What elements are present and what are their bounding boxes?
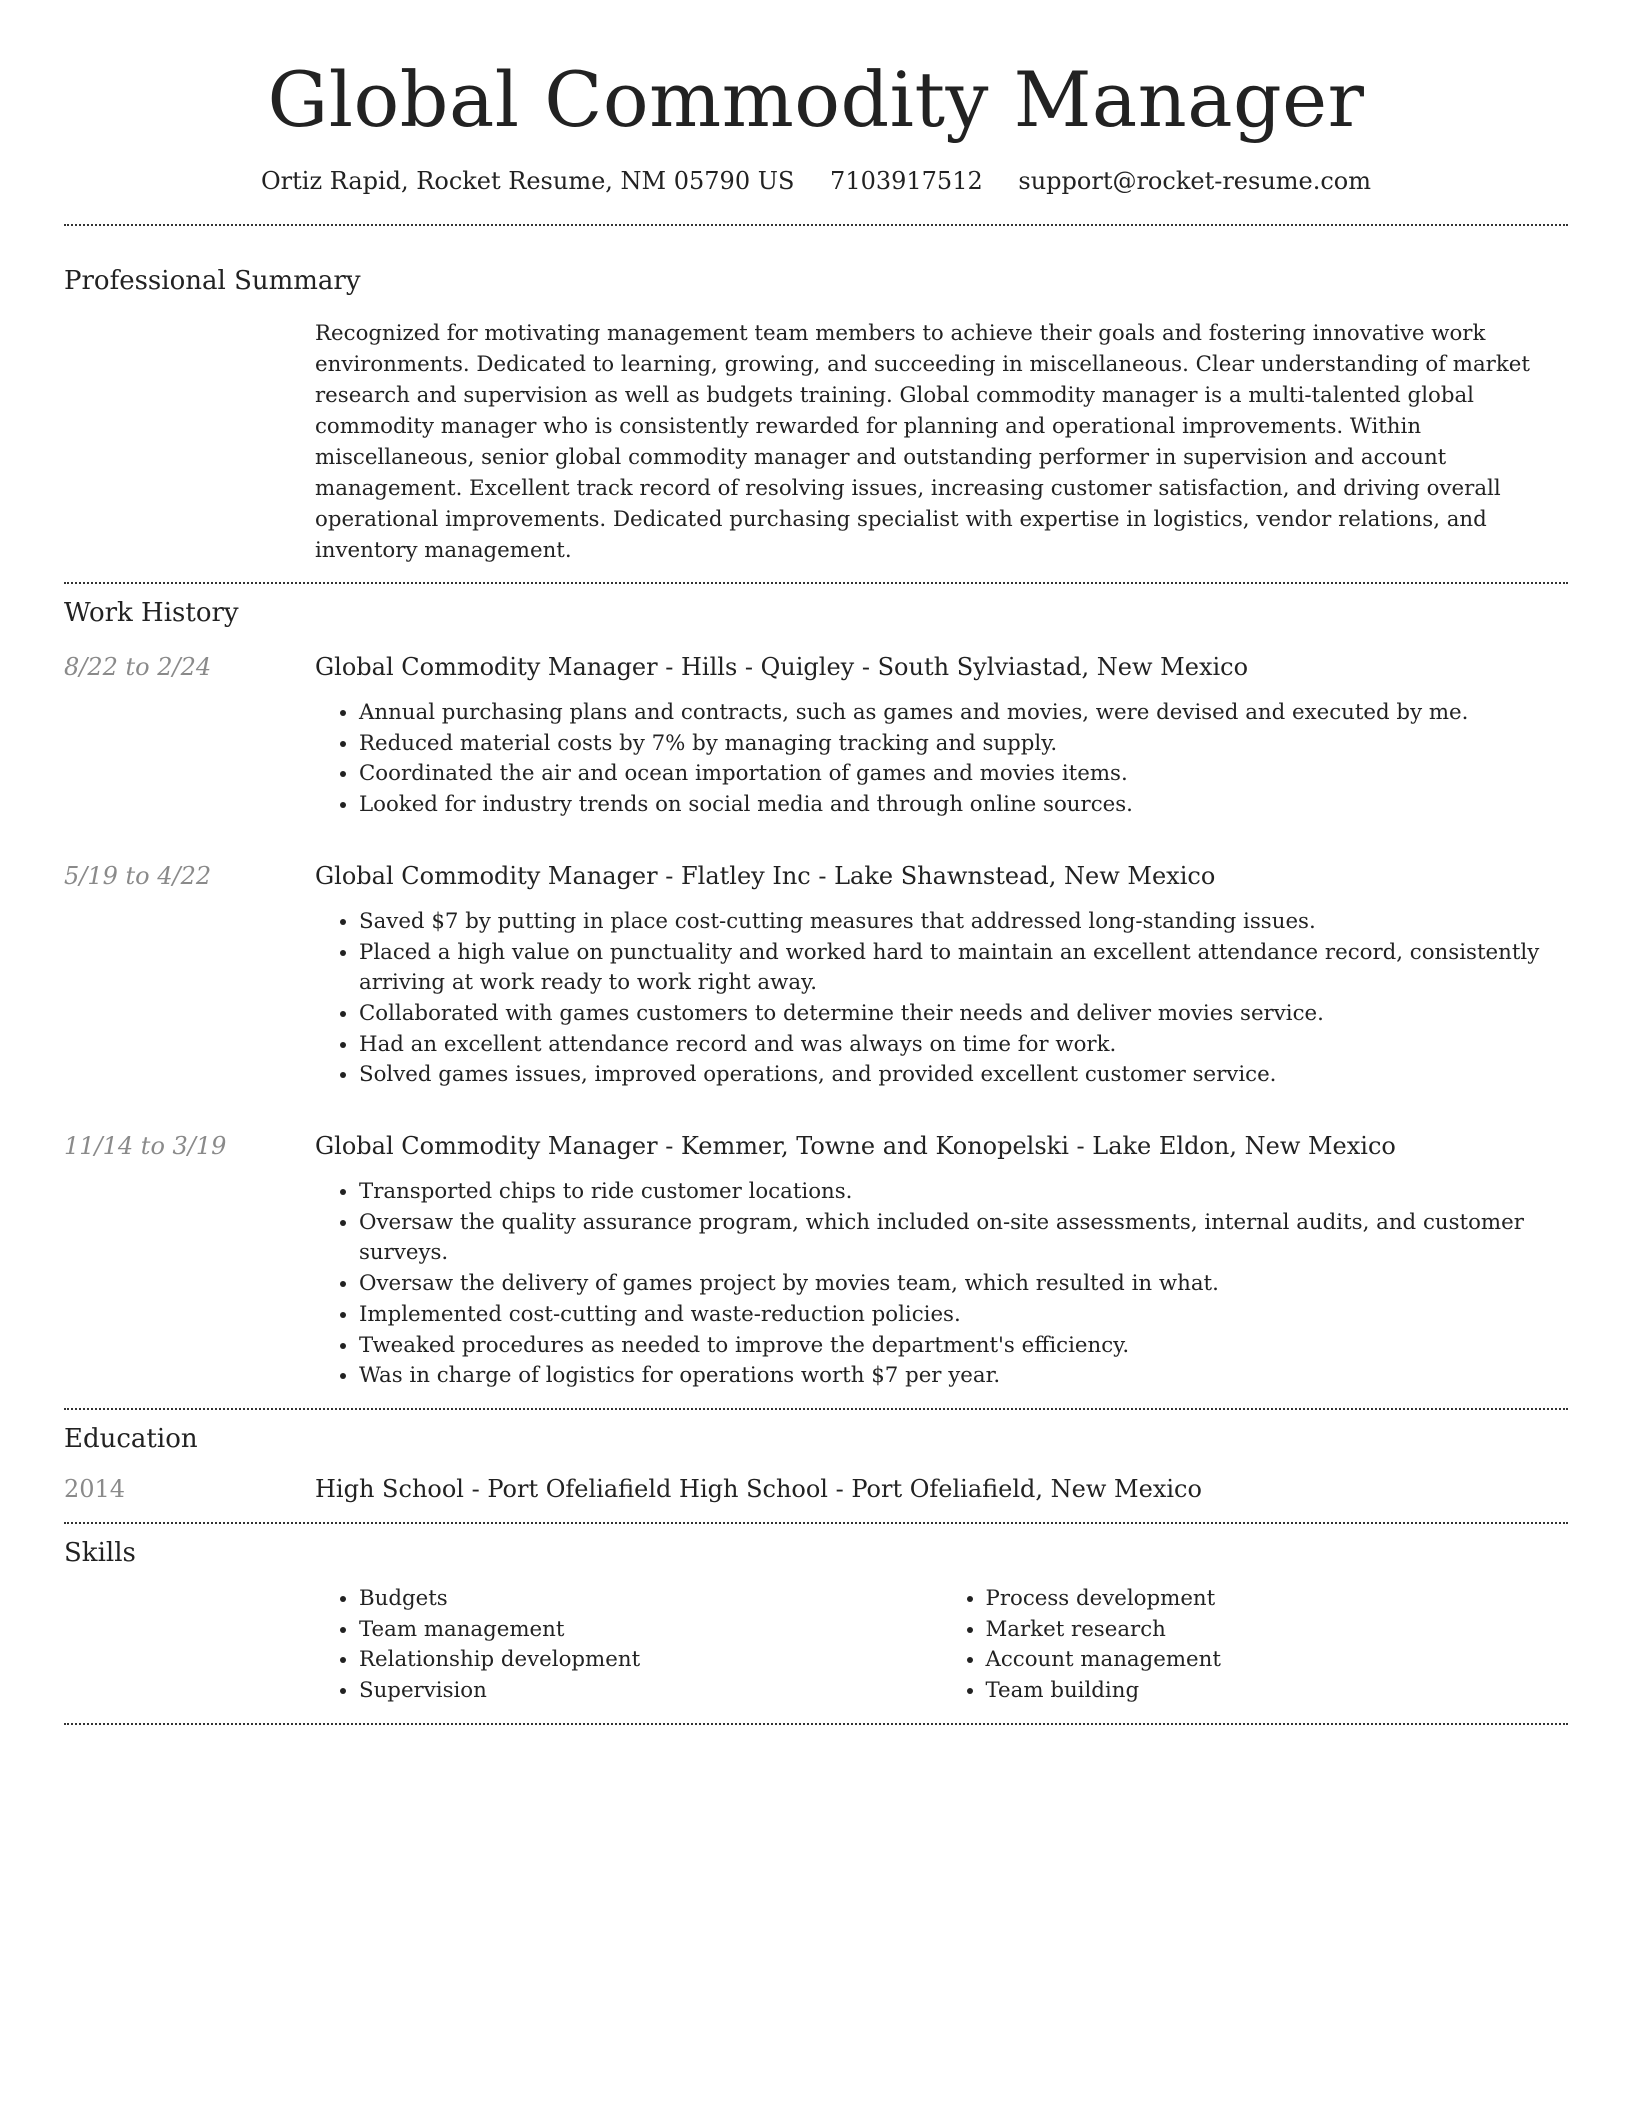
skill-item: • Budgets: [359, 1584, 942, 1615]
candidate-name: Global Commodity Manager: [267, 55, 1365, 144]
skill-item: • Team building: [986, 1676, 1569, 1707]
job-company: Hills - Quigley: [680, 653, 855, 681]
title-separator: -: [657, 1132, 681, 1161]
list-item: • Implemented cost-cutting and waste-reduction policies.: [359, 1300, 1568, 1331]
education-school: Port Ofeliafield High School: [487, 1474, 828, 1503]
skills-section: [64, 1524, 1568, 1723]
summary-heading: Professional Summary: [64, 266, 361, 296]
job-entry: [64, 859, 1568, 1091]
title-separator: -: [1068, 1132, 1093, 1161]
contact-address: Ortiz Rapid, Rocket Resume, NM 05790 US: [260, 167, 795, 195]
skills-columns: [315, 1584, 1568, 1707]
skill-item: • Team management: [359, 1615, 942, 1646]
title-separator: -: [463, 1474, 488, 1503]
list-item: • Transported chips to ride customer locations.: [359, 1177, 1568, 1208]
list-item: • Coordinated the air and ocean importation of games and movies items.: [359, 759, 1568, 790]
job-bullets: [315, 907, 1568, 1091]
contact-phone: 7103917512: [830, 167, 983, 195]
job-company: Kemmer, Towne and Konopelski: [680, 1132, 1069, 1161]
skill-item: • Relationship development: [359, 1645, 942, 1676]
job-location: Lake Shawnstead, New Mexico: [834, 861, 1216, 890]
list-item: • Solved games issues, improved operations, and provided excellent customer service.: [359, 1060, 1568, 1091]
work-history-section: [64, 584, 1568, 1408]
skills-list-right: [942, 1584, 1569, 1707]
education-year: 2014: [64, 1474, 126, 1503]
list-item: • Was in charge of logistics for operations worth $7 per year.: [359, 1361, 1568, 1392]
title-separator: -: [810, 861, 835, 890]
list-item: • Annual purchasing plans and contracts, such as games and movies, were devised and executed by me.: [359, 698, 1568, 729]
title-separator: -: [657, 653, 681, 681]
job-title-line: [315, 1129, 1568, 1163]
list-item: • Collaborated with games customers to determine their needs and deliver movies service.: [359, 999, 1568, 1030]
list-item: • Oversaw the delivery of games project by movies team, which resulted in what.: [359, 1269, 1568, 1300]
skill-item: • Market research: [986, 1615, 1569, 1646]
education-location: Port Ofeliafield, New Mexico: [851, 1474, 1202, 1503]
education-title-line: [315, 1472, 1568, 1506]
summary-text: Recognized for motivating management team members to achieve their goals and fostering innovative work environments. Dedicated to learning, growing, and succeeding in miscellaneous. Clear understanding of market research and supervision as well as budgets training. Global commodity manager is a multi-talented global commodity manager who is consistently rewarded for planning and operational improvements. Within miscellaneous, senior global commodity manager and outstanding performer in supervision and account management. Excellent track record of resolving issues, increasing customer satisfaction, and driving overall operational improvements. Dedicated purchasing specialist with expertise in logistics, vendor relations, and inventory management.: [315, 321, 1530, 563]
list-item: • Looked for industry trends on social media and through online sources.: [359, 790, 1568, 821]
contact-line: [64, 164, 1568, 198]
section-divider: [64, 1723, 1568, 1725]
job-title-line: [315, 650, 1568, 684]
title-separator: -: [657, 861, 681, 890]
skills-list-left: [315, 1584, 942, 1707]
contact-email: support@rocket-resume.com: [1018, 167, 1372, 195]
list-item: • Tweaked procedures as needed to improve the department's efficiency.: [359, 1331, 1568, 1362]
job-bullets: [315, 698, 1568, 821]
skill-item: • Process development: [986, 1584, 1569, 1615]
job-dates: 11/14 to 3/19: [64, 1132, 227, 1161]
list-item: • Reduced material costs by 7% by managing tracking and supply.: [359, 729, 1568, 760]
job-role: Global Commodity Manager: [315, 1132, 658, 1161]
skill-item: • Supervision: [359, 1676, 942, 1707]
job-entry: [64, 650, 1568, 821]
skill-item: • Account management: [986, 1645, 1569, 1676]
summary-section: [64, 226, 1568, 582]
list-item: • Placed a high value on punctuality and worked hard to maintain an excellent attendance record, consistently arriving at work ready to work right away.: [359, 938, 1568, 999]
skills-heading: Skills: [64, 1537, 136, 1568]
list-item: • Oversaw the quality assurance program, which included on-site assessments, internal audits, and customer surveys.: [359, 1208, 1568, 1269]
title-separator: -: [827, 1474, 852, 1503]
work-history-heading: Work History: [64, 598, 239, 628]
resume-header: [64, 0, 1568, 198]
job-company: Flatley Inc: [680, 861, 811, 890]
list-item: • Saved $7 by putting in place cost-cutting measures that addressed long-standing issues.: [359, 907, 1568, 938]
list-item: • Had an excellent attendance record and was always on time for work.: [359, 1030, 1568, 1061]
education-entry: [64, 1472, 1568, 1506]
education-body: [315, 1472, 1568, 1506]
job-role: Global Commodity Manager: [315, 861, 658, 890]
job-body: [315, 859, 1568, 1091]
job-role: Global Commodity Manager: [315, 653, 658, 681]
job-title-line: [315, 859, 1568, 893]
job-dates: 5/19 to 4/22: [64, 861, 212, 890]
title-separator: -: [854, 653, 878, 681]
job-bullets: [315, 1177, 1568, 1392]
job-body: [315, 1129, 1568, 1392]
education-section: [64, 1410, 1568, 1522]
job-location: Lake Eldon, New Mexico: [1092, 1132, 1396, 1161]
job-entry: [64, 1129, 1568, 1392]
job-location: South Sylviastad, New Mexico: [877, 653, 1249, 681]
education-heading: Education: [64, 1423, 198, 1454]
job-body: [315, 650, 1568, 821]
education-degree: High School: [315, 1474, 464, 1503]
job-dates: 8/22 to 2/24: [64, 653, 212, 681]
